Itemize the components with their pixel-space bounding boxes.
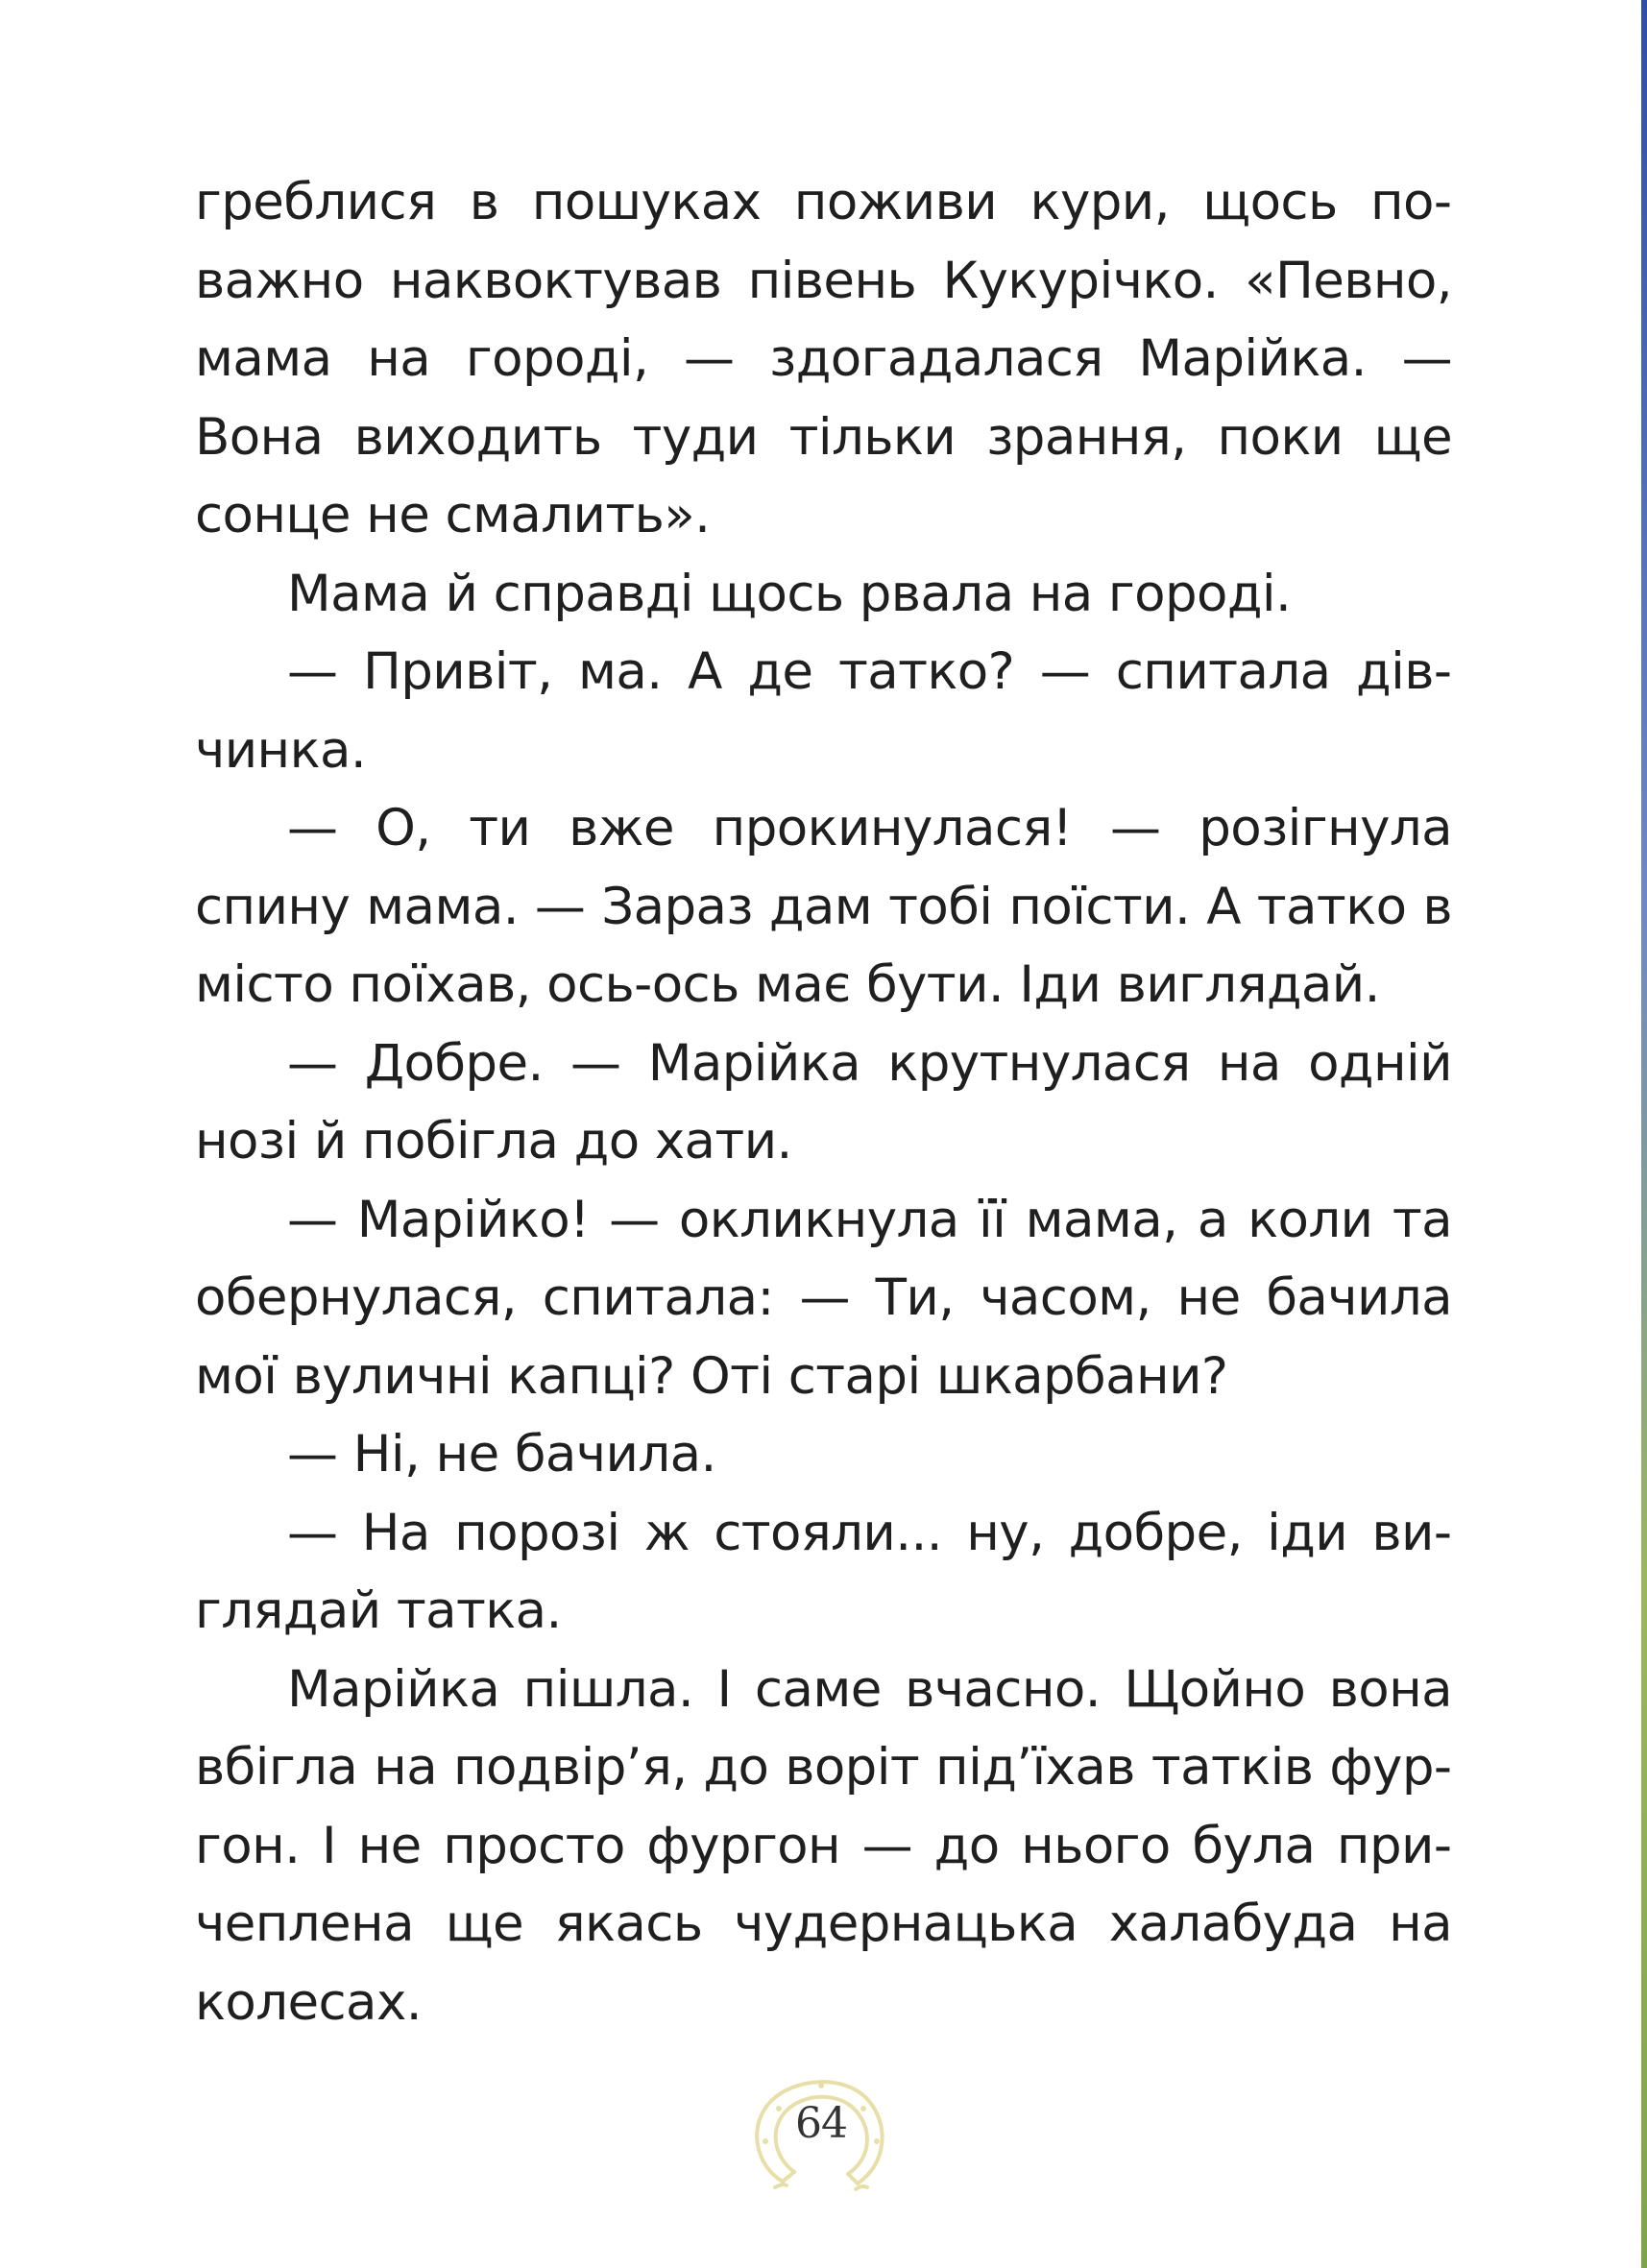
paragraph: — О, ти вже прокинулася! — розігнула спину мама. — Зараз дам тобі поїсти. А татко в місто поїхав, ось-ось має бути. Іди виглядай.	[195, 799, 1452, 1014]
page-footer	[744, 2064, 898, 2208]
paragraph: греблися в пошуках поживи кури, щось поважно наквоктував півень Кукурічко. «Певно, мама на городі, — здогадалася Марійка. — Вона виходить туди тільки зрання, поки ще сонце не смалить».	[195, 173, 1452, 544]
paragraph: — Добре. — Марійка крутнулася на одній нозі й побігла до хати.	[195, 1033, 1452, 1170]
page-edge-stripe	[1641, 0, 1647, 2268]
paragraph: Мама й справді щось рвала на городі.	[287, 564, 1292, 623]
paragraph: Марійка пішла. І саме вчасно. Щойно вона вбігла на подвір’я, до воріт під’їхав татків фургон. І не просто фургон — до нього була причеплена ще якась чудернацька халабуда на колесах.	[195, 1659, 1452, 2032]
paragraph: — На порозі ж стояли... ну, добре, іди виглядай татка.	[195, 1503, 1452, 1640]
page-number: 64	[795, 2099, 847, 2148]
paragraph: — Марійко! — окликнула її мама, а коли та обернулася, спитала: — Ти, часом, не бачила мої вуличні капці? Оті старі шкарбани?	[195, 1190, 1452, 1406]
paragraph: — Привіт, ма. А де татко? — спитала дівчинка.	[195, 642, 1452, 780]
paragraph: — Ні, не бачила.	[287, 1425, 716, 1484]
body-text	[195, 163, 1452, 2041]
